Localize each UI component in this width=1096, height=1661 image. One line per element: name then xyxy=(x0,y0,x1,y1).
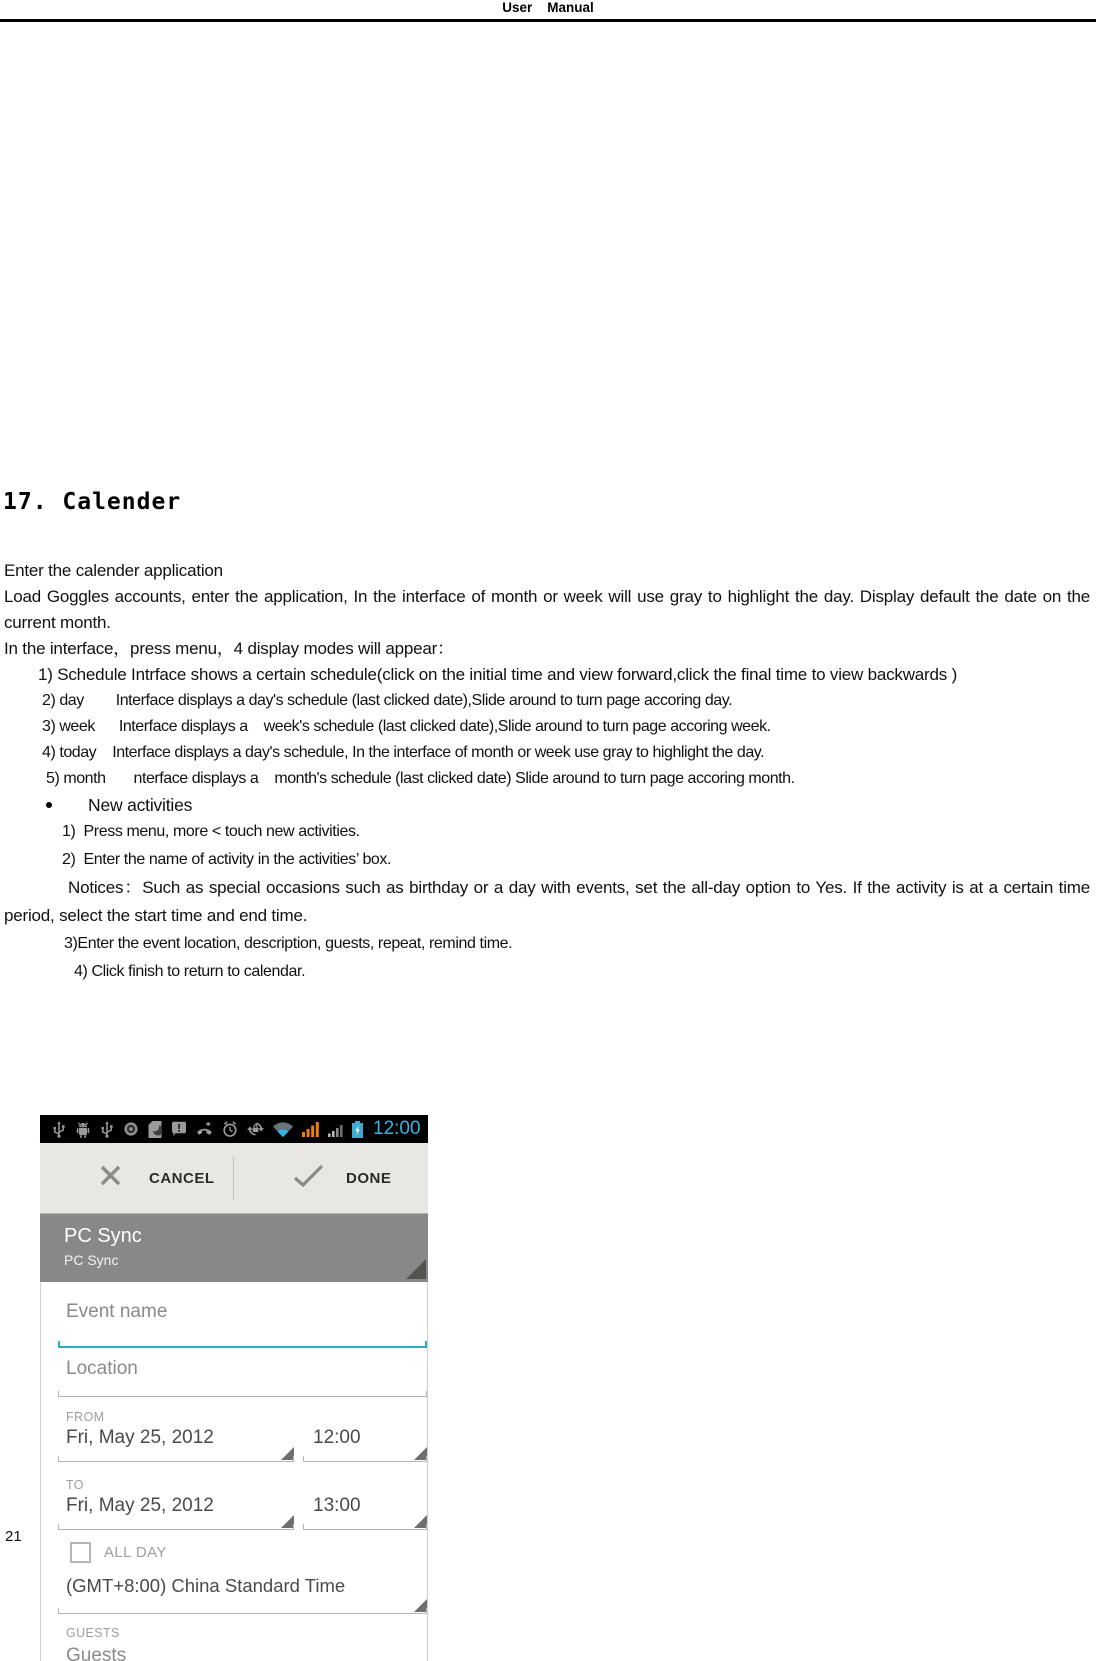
all-day-checkbox[interactable] xyxy=(70,1542,91,1563)
step-press-menu: 1) Press menu, more < touch new activities. xyxy=(62,823,360,840)
to-time-spinner[interactable]: 13:00 xyxy=(313,1495,361,1516)
done-button-label: DONE xyxy=(346,1169,392,1187)
status-bar xyxy=(40,1115,428,1143)
bullet-new-activities xyxy=(4,792,1090,818)
from-label: FROM xyxy=(66,1410,105,1424)
calendar-account-title: PC Sync xyxy=(64,1225,142,1247)
timezone-underline xyxy=(58,1613,427,1614)
paragraph-mode-day: 2) day Interface displays a day's schedule (last clicked date),Slide around to turn page accoring day. xyxy=(42,692,733,709)
paragraph-load-accounts: Load Goggles accounts, enter the application, In the interface of month or week will use gray to highlight the day. Display default the date on the current month. xyxy=(4,587,1090,632)
guests-label: GUESTS xyxy=(66,1626,120,1640)
from-time-underline xyxy=(303,1461,427,1462)
paragraph-display-modes: In the interface，press menu，4 display modes will appear： xyxy=(4,639,454,658)
status-bar-clock: 12:00 xyxy=(373,1118,421,1139)
paragraph-mode-schedule: 1) Schedule Intrface shows a certain schedule(click on the initial time and view forward,click the final time to view backwards ) xyxy=(38,665,958,684)
header-rule xyxy=(0,19,1096,22)
cancel-button[interactable] xyxy=(97,1143,215,1213)
document-header-title: User Manual xyxy=(502,0,594,15)
battery-charging-icon xyxy=(352,1121,363,1138)
event-name-input[interactable]: Event name xyxy=(66,1301,168,1322)
sd-card-icon xyxy=(148,1121,162,1138)
step-click-finish: 4) Click finish to return to calendar. xyxy=(74,963,306,980)
done-button[interactable] xyxy=(292,1143,391,1213)
paragraph-mode-month: 5) month nterface displays a month's schedule (last clicked date) Slide around to turn page accoring month. xyxy=(46,770,795,787)
phone-screenshot xyxy=(40,1115,428,1661)
location-input[interactable]: Location xyxy=(66,1358,138,1379)
notification-alert-icon xyxy=(171,1121,187,1137)
step-enter-name: 2) Enter the name of activity in the activities’ box. xyxy=(62,851,392,868)
signal-strength-2-icon xyxy=(328,1121,343,1137)
usb-icon xyxy=(52,1121,66,1138)
cancel-button-label: CANCEL xyxy=(149,1169,215,1187)
data-sync-lock-icon xyxy=(247,1121,264,1137)
usb-icon xyxy=(100,1121,114,1138)
from-date-underline xyxy=(58,1461,294,1462)
done-check-icon xyxy=(292,1163,325,1193)
wifi-icon xyxy=(273,1122,293,1137)
guests-input[interactable]: Guests xyxy=(66,1645,127,1661)
location-underline xyxy=(58,1396,427,1397)
bullet-new-activities-label: New activities xyxy=(88,795,193,815)
cancel-x-icon xyxy=(97,1162,124,1194)
to-label: TO xyxy=(66,1478,84,1492)
alarm-icon xyxy=(222,1121,238,1137)
calendar-account-spinner[interactable] xyxy=(40,1214,428,1282)
event-name-underline xyxy=(58,1346,427,1348)
from-date-spinner[interactable]: Fri, May 25, 2012 xyxy=(66,1427,214,1448)
event-form xyxy=(40,1282,428,1661)
document-body xyxy=(4,558,1090,986)
spinner-corner-icon xyxy=(406,1259,426,1279)
paragraph-mode-today: 4) today Interface displays a day's schedule, In the interface of month or week use gray to highlight the day. xyxy=(42,744,765,761)
missed-call-icon xyxy=(196,1122,213,1137)
paragraph-mode-week: 3) week Interface displays a week's schedule (last clicked date),Slide around to turn page accoring week. xyxy=(42,718,771,735)
page-number: 21 xyxy=(5,1528,22,1545)
actionbar-divider xyxy=(233,1156,234,1200)
to-date-underline xyxy=(58,1529,294,1530)
all-day-label: ALL DAY xyxy=(104,1544,167,1561)
paragraph-notices: Notices：Such as special occasions such as birthday or a day with events, set the all-day option to Yes. If the activity is at a certain time period, select the start time and end time. xyxy=(4,878,1090,925)
to-date-spinner[interactable]: Fri, May 25, 2012 xyxy=(66,1495,214,1516)
to-time-underline xyxy=(303,1529,427,1530)
event-action-bar xyxy=(40,1143,428,1214)
from-time-spinner[interactable]: 12:00 xyxy=(313,1427,361,1448)
timezone-spinner[interactable]: (GMT+8:00) China Standard Time xyxy=(66,1575,346,1596)
bullet-marker-icon xyxy=(46,802,52,808)
section-heading: 17. Calender xyxy=(3,489,182,515)
screen-record-icon xyxy=(123,1121,139,1137)
step-enter-event-details: 3)Enter the event location, description, guests, repeat, remind time. xyxy=(64,935,513,952)
android-debug-icon xyxy=(75,1121,91,1138)
calendar-account-subtitle: PC Sync xyxy=(64,1252,119,1268)
paragraph-enter-application: Enter the calender application xyxy=(4,561,223,580)
signal-strength-icon xyxy=(302,1121,319,1137)
